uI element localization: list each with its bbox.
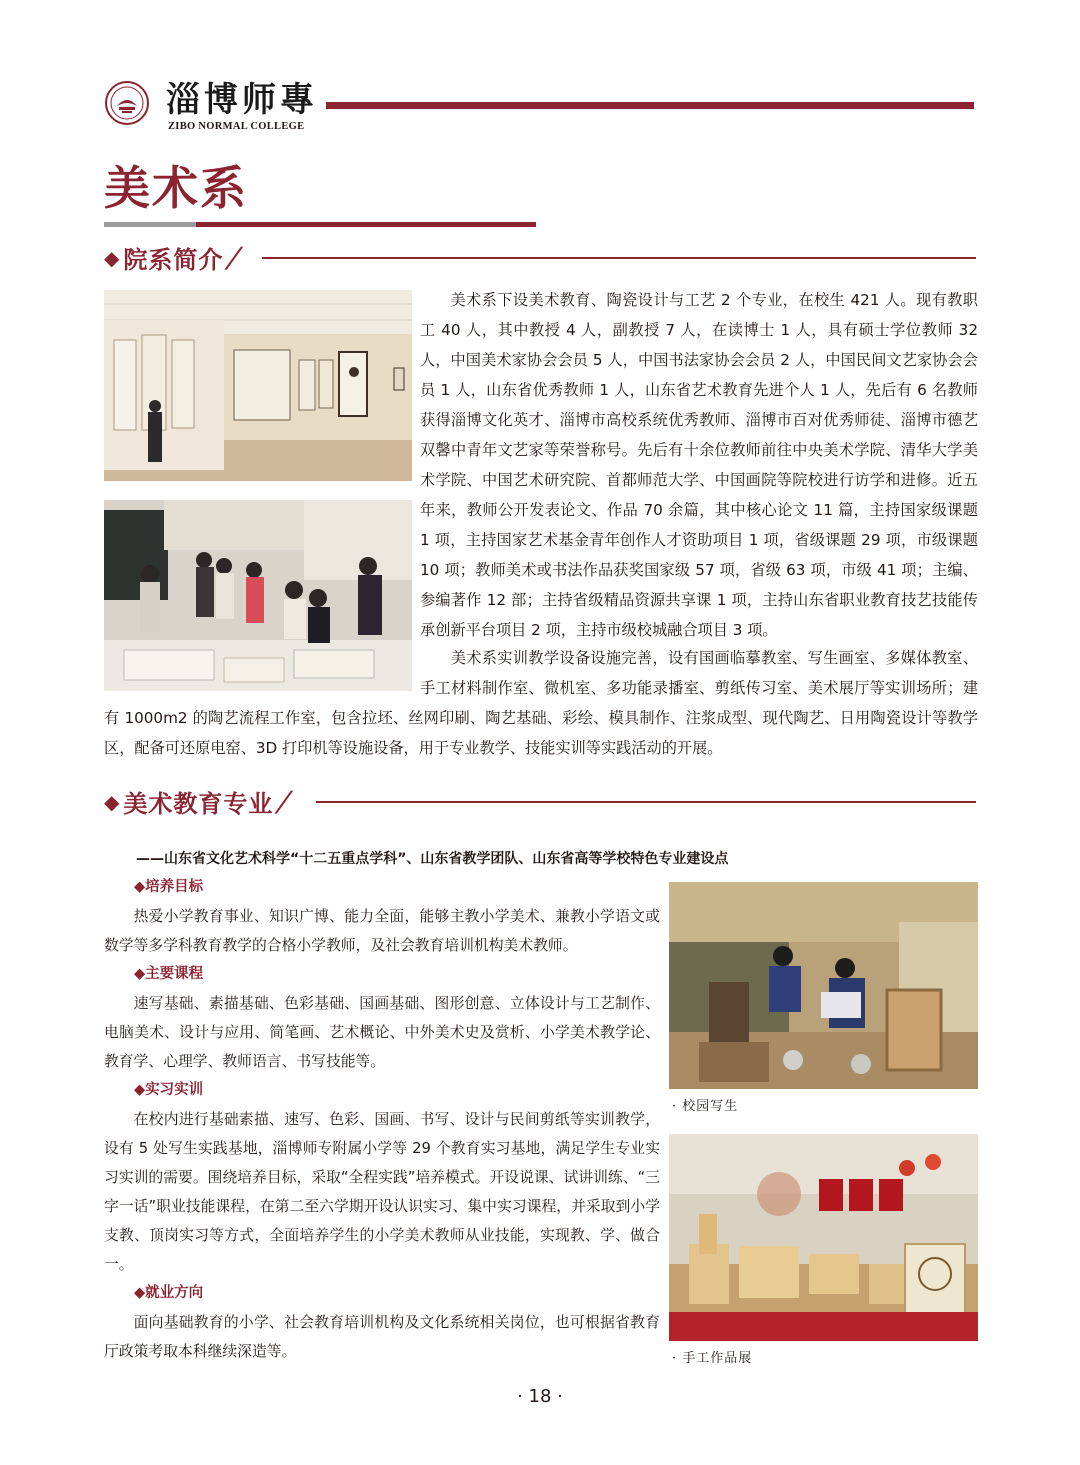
title-rule-red [196,222,536,227]
internship-heading: ◆实习实训 [134,1082,204,1098]
slash-icon: / [275,785,293,818]
college-logo [104,80,150,126]
section-heading-art-education [104,784,293,819]
brand-subtitle: ZIBO NORMAL COLLEGE [168,121,305,132]
employment-text: 面向基础教育的小学、社会教育培训机构及文化系统相关岗位，也可根据省教育厅政策考取本科继续深造等。 [104,1314,660,1360]
section-rule [262,257,976,259]
diamond-icon: ◆ [104,789,120,814]
goal-heading: ◆培养目标 [134,879,204,895]
page-number: · 18 · [517,1386,563,1407]
brand-name: 淄博师專 [166,80,318,120]
section-rule [316,801,976,803]
header-rule [326,102,974,109]
major-details [104,873,660,1366]
major-tagline: ——山东省文化艺术科学“十二五重点学科”、山东省教学团队、山东省高等学校特色专业建设点 [136,851,729,867]
course-heading: ◆主要课程 [134,966,204,982]
section-title: 院系简介 [123,246,224,274]
caption-handcraft-exhibition: · 手工作品展 [672,1351,753,1366]
photo-wrap-spacer [104,643,420,703]
diamond-icon: ◆ [104,245,120,270]
employment-heading: ◆就业方向 [134,1285,204,1301]
photo-campus-sketching [669,882,978,1089]
intro-paragraph-1: 美术系下设美术教育、陶瓷设计与工艺 2 个专业，在校生 421 人。现有教职工 40 人，其中教授 4 人，副教授 7 人，在读博士 1 人，具有硕士学位教师 32 人，中国美术家协会会员 5 人，中国书法家协会会员 2 人，中国民间文艺家协会会员 1 人，山东省优秀教师 1 人，山东省艺术教育先进个人 1 人，先后有 6 名教师获得淄博文化英才、淄博市高校系统优秀教师、淄博市百对优秀师徒、淄博市德艺双馨中青年文艺家等荣誉称号。先后有十余位教师前往中央美术学院、清华大学美术学院、中国艺术研究院、首都师范大学、中国画院等院校进行访学和进修。近五年来，教师公开发表论文、作品 70 余篇，其中核心论文 11 篇，主持国家级课题 1 项，主持国家艺术基金青年创作人才资助项目 1 项，省级课题 29 项，市级课题 10 项；教师美术或书法作品获奖国家级 57 项，省级 63 项，市级 41 项；主编、参编著作 12 部；主持省级精品资源共享课 1 项，主持山东省职业教育技艺技能传承创新平台项目 2 项，主持市级校城融合项目 3 项。 [420,291,978,639]
caption-campus-sketching: · 校园写生 [672,1099,739,1114]
course-text: 速写基础、素描基础、色彩基础、国画基础、图形创意、立体设计与工艺制作、电脑美术、设计与应用、简笔画、艺术概论、中外美术史及赏析、小学美术教学论、教育学、心理学、教师语言、书写技能等。 [104,995,660,1070]
photo-handcraft-exhibition [669,1134,978,1341]
intro-paragraph-2-block [104,643,978,763]
internship-text: 在校内进行基础素描、速写、色彩、国画、书写、设计与民间剪纸等实训教学，设有 5 处写生实践基地，淄博师专附属小学等 29 个教育实习基地，满足学生专业实习实训的需要。围绕培养目标，采取“全程实践”培养模式。开设说课、试讲训练、“三字一话”职业技能课程，在第二至六学期开设认识实习、集中实习课程，并采取到小学支教、顶岗实习等方式，全面培养学生的小学美术教师从业技能，实现教、学、做合一。 [104,1111,660,1273]
goal-text: 热爱小学教育事业、知识广博、能力全面，能够主教小学美术、兼教小学语文或数学等多学科教育教学的合格小学教师，及社会教育培训机构美术教师。 [104,908,660,954]
section-heading-intro [104,240,243,275]
page-title: 美术系 [104,161,248,215]
photo-exhibition-hall [104,290,412,481]
title-rule-gray [104,222,196,227]
facilities-text: 美术系实训教学设备设施完善，设有国画临摹教室、写生画室、多媒体教室、手工材料制作室、微机室、多功能录播室、剪纸传习室、美术展厅等实训场所；建有 1000m2 的陶艺流程工作室，包含拉坯、丝网印刷、陶艺基础、彩绘、模具制作、注浆成型、现代陶艺、日用陶瓷设计等教学区，配备可还原电窑、3D 打印机等设施设备，用于专业教学、技能实训等实践活动的开展。 [104,643,978,763]
section-title: 美术教育专业 [123,790,274,818]
slash-icon: / [225,241,243,274]
